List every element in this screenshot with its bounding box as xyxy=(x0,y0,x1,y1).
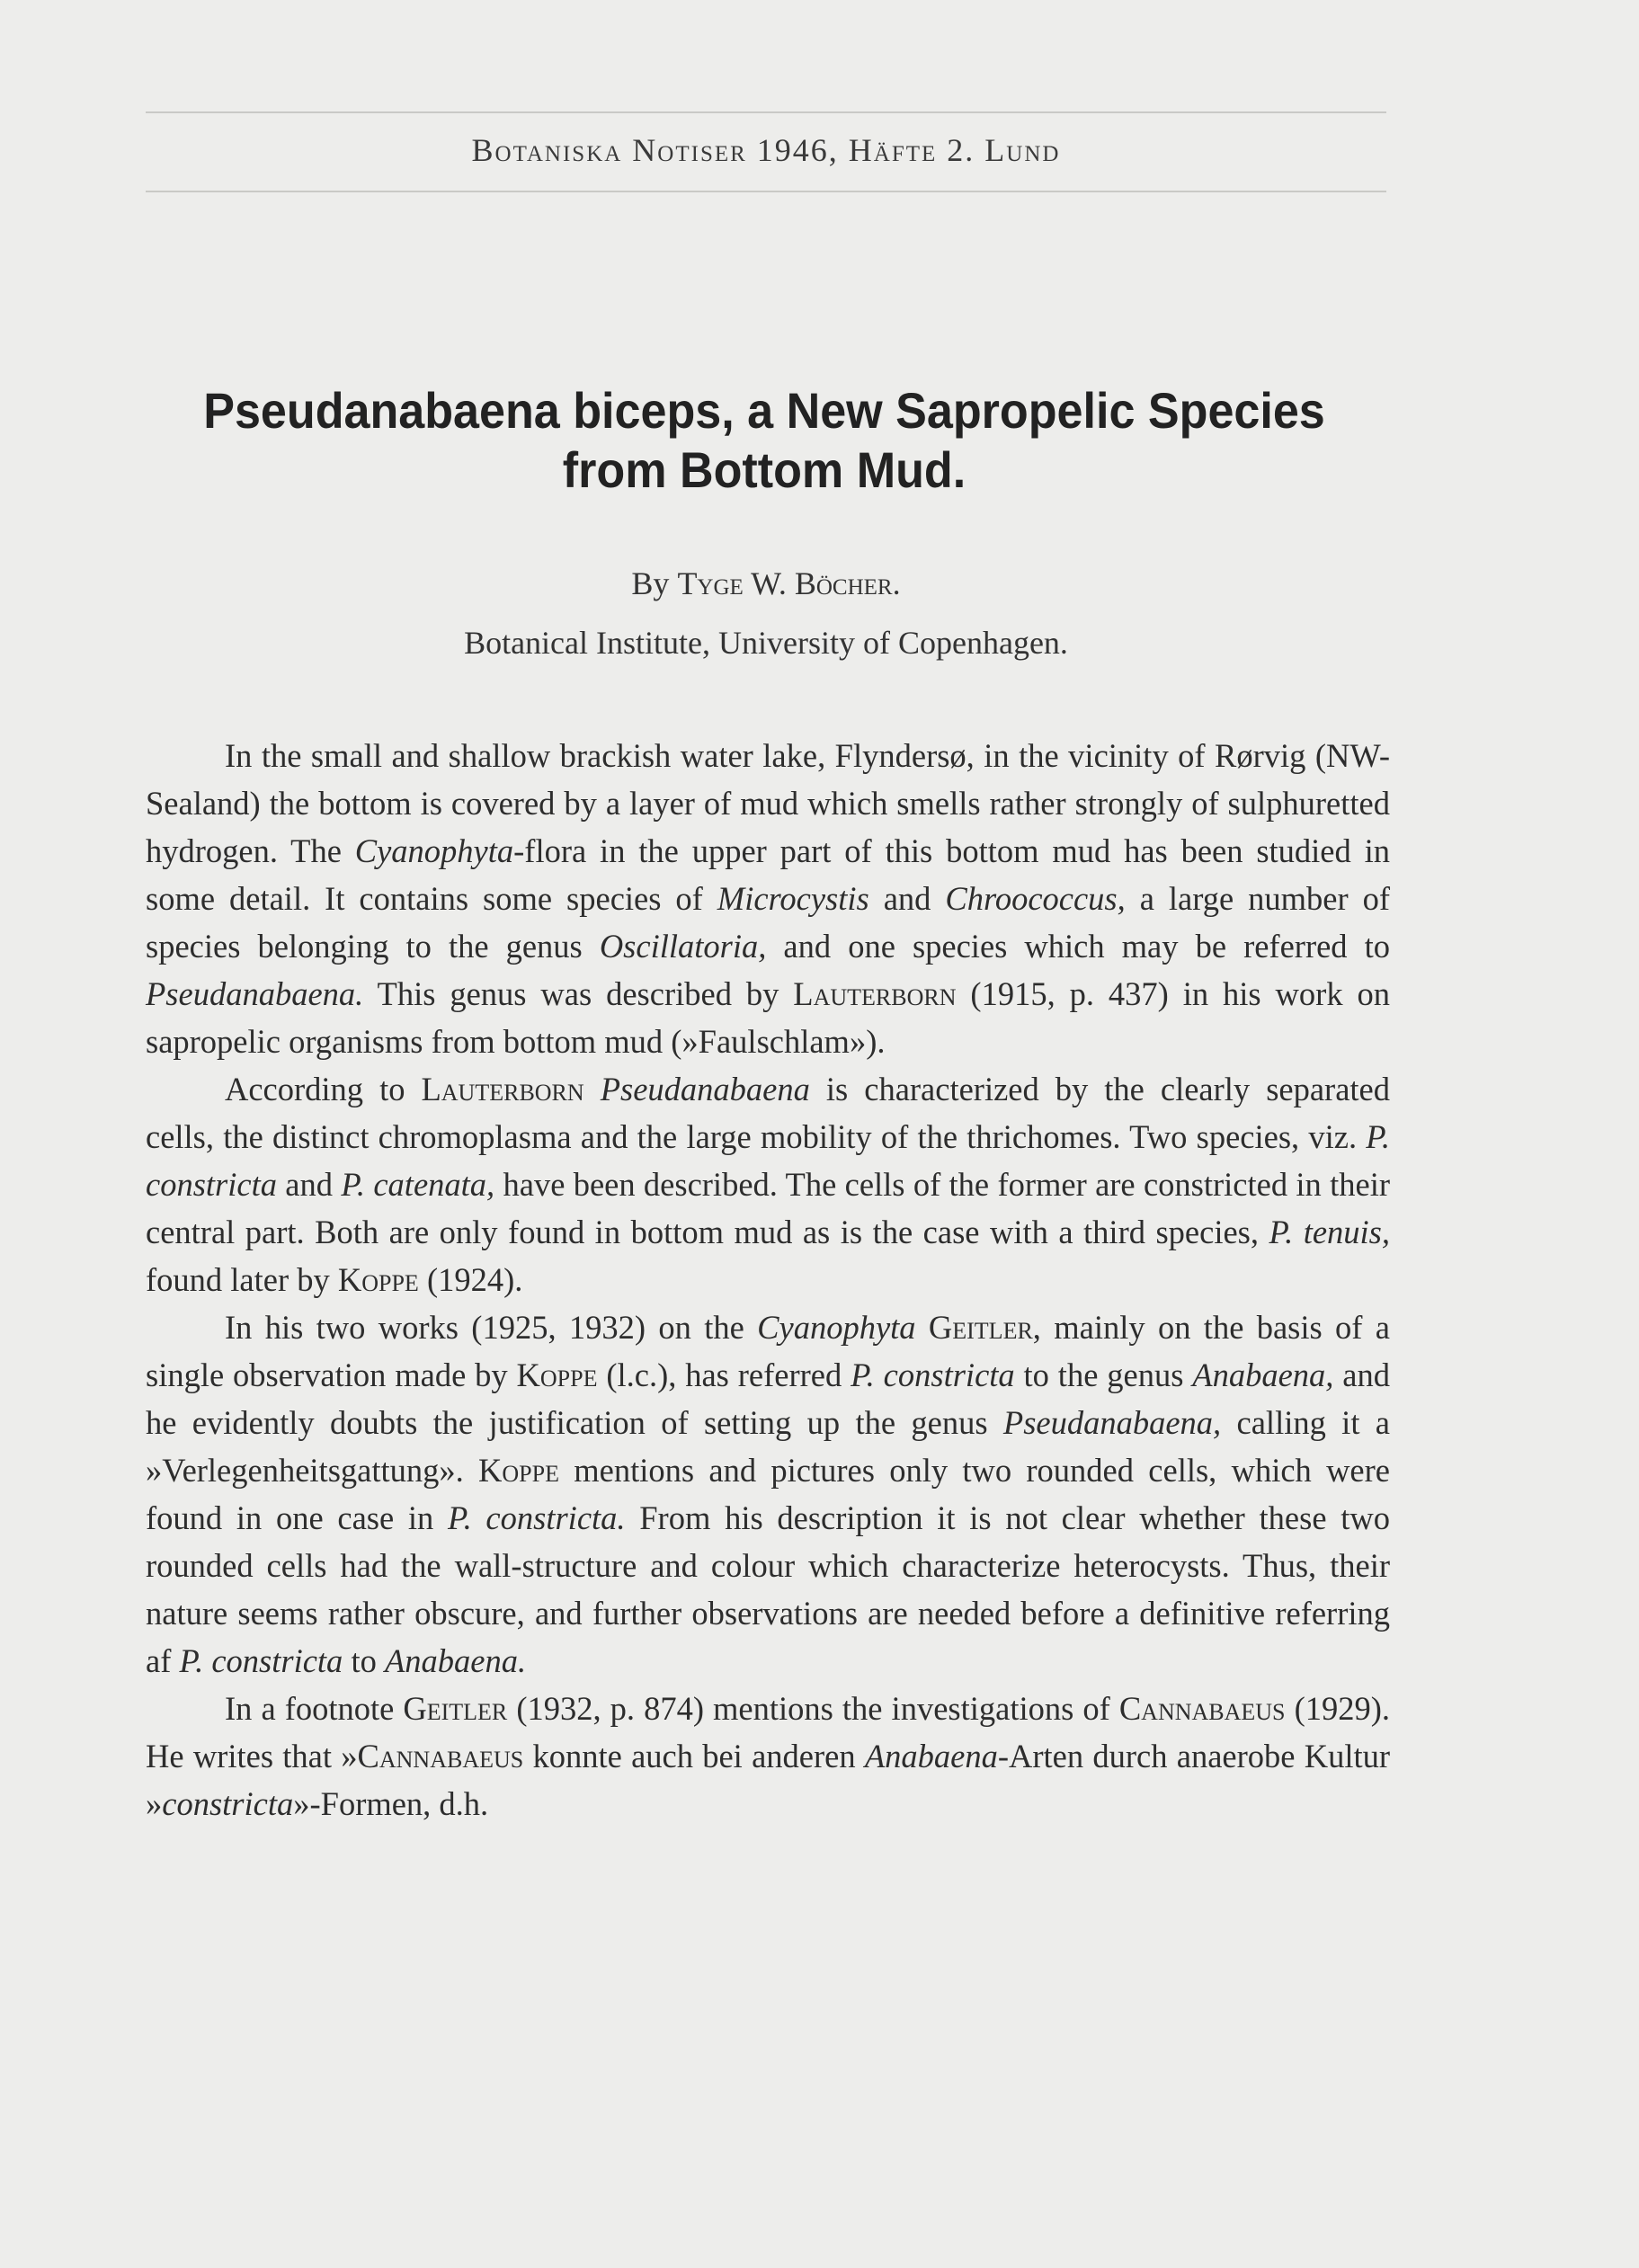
author-citation: Cannabaeus xyxy=(357,1738,524,1774)
author-citation: Koppe xyxy=(337,1261,419,1298)
article-title-line-2: from Bottom Mud. xyxy=(562,441,966,498)
italic-term: P. constricta xyxy=(851,1356,1015,1393)
paragraph: In the small and shallow brackish water lake, Flyndersø, in the vicinity of Rørvig (NW-Sealand) the bottom is covered by a layer of mud which smells rather strongly of sulphuretted hydrogen. The Cyanophyta-flora in the upper part of this bottom mud has been studied in some detail. It contains some species of Microcystis and Chroococcus, a large number of species belonging to the genus Oscillatoria, and one species which may be referred to Pseudanabaena. This genus was described by Lauterborn (1915, p. 437) in his work on sapropelic organisms from bottom mud (»Faulschlam»). xyxy=(146,737,1391,1060)
italic-term: P. constricta xyxy=(179,1642,343,1679)
italic-term: Pseudanabaena, xyxy=(1002,1404,1222,1441)
italic-term: Chroococcus, xyxy=(945,880,1126,917)
author-citation: Lauterborn xyxy=(793,975,957,1012)
author-citation: Koppe xyxy=(516,1356,598,1393)
italic-term: Cyanophyta xyxy=(757,1309,916,1346)
paragraph: In a footnote Geitler (1932, p. 874) mentions the investigations of Cannabaeus (1929). He writes that »Cannabaeus konnte auch bei anderen Anabaena-Arten durch anaerobe Kultur »constricta»-Formen, d.h. xyxy=(146,1690,1391,1822)
byline-prefix: By xyxy=(631,565,670,601)
article-body xyxy=(146,732,1390,1828)
italic-term: Pseudanabaena. xyxy=(146,975,364,1012)
italic-term: P. constricta. xyxy=(448,1499,626,1536)
author-citation: Lauterborn xyxy=(421,1071,584,1107)
italic-term: P. tenuis, xyxy=(1269,1214,1391,1250)
italic-term: constricta xyxy=(162,1785,294,1822)
author-citation: Cannabaeus xyxy=(1118,1690,1286,1727)
author-affiliation: Botanical Institute, University of Copenhagen. xyxy=(464,625,1068,661)
italic-term: Pseudanabaena xyxy=(600,1071,810,1107)
italic-term: P. constricta xyxy=(146,1118,1390,1203)
author-citation: Geitler xyxy=(928,1309,1033,1346)
author-name: Tyge W. Böcher. xyxy=(677,565,901,601)
italic-term: Cyanophyta xyxy=(354,832,514,869)
author-citation: Koppe xyxy=(478,1452,559,1489)
italic-term: Anabaena, xyxy=(1192,1356,1334,1393)
byline xyxy=(146,565,1386,602)
author-citation: Geitler xyxy=(403,1690,508,1727)
paragraph: According to Lauterborn Pseudanabaena is characterized by the clearly separated cells, the distinct chromoplasma and the large mobility of the thrichomes. Two species, viz. P. constricta and P. catenata, have been described. The cells of the former are constricted in their central part. Both are only found in bottom mud as is the case with a third species, P. tenuis, found later by Koppe (1924). xyxy=(146,1071,1391,1298)
header-rule-bottom xyxy=(146,191,1386,192)
italic-term: Anabaena xyxy=(864,1738,998,1774)
running-header: Botaniska Notiser 1946, Häfte 2. Lund xyxy=(471,132,1061,168)
paragraph: In his two works (1925, 1932) on the Cyanophyta Geitler, mainly on the basis of a single observation made by Koppe (l.c.), has referred P. constricta to the genus Anabaena, and he evidently doubts the justification of setting up the genus Pseudanabaena, calling it a »Verlegenheitsgattung». Koppe mentions and pictures only two rounded cells, which were found in one case in P. constricta. From his description it is not clear whether these two rounded cells had the wall-structure and colour which characterize heterocysts. Thus, their nature seems rather obscure, and further observations are needed before a definitive referring af P. constricta to Anabaena. xyxy=(146,1309,1390,1679)
italic-term: Microcystis xyxy=(717,880,869,917)
header-rule-top xyxy=(146,111,1386,113)
italic-term: P. catenata, xyxy=(341,1166,495,1203)
italic-term: Oscillatoria, xyxy=(599,928,767,965)
italic-term: Anabaena. xyxy=(384,1642,527,1679)
article-title xyxy=(179,381,1350,500)
article-title-line-1: Pseudanabaena biceps, a New Sapropelic Species xyxy=(203,382,1325,439)
